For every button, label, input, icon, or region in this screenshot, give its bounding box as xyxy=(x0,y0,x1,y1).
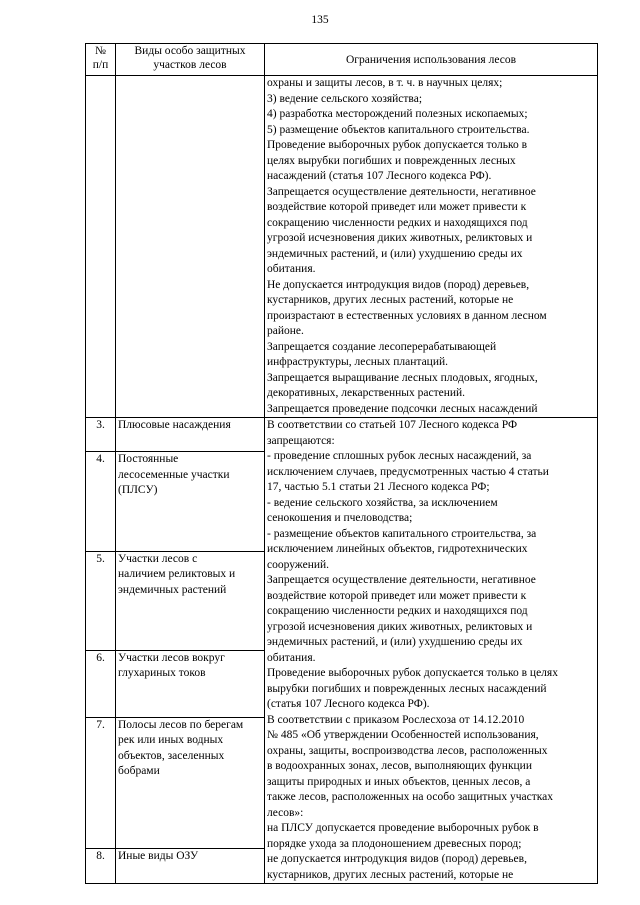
row-type-line: Плюсовые насаждения xyxy=(118,419,231,431)
header-type-line-1: Виды особо защитных xyxy=(134,45,246,57)
row-type-line: эндемичных растений xyxy=(118,583,227,596)
row-number: 5. xyxy=(86,551,116,650)
shared-restrictions-line: Запрещается осуществление деятельности, негативное xyxy=(267,574,536,586)
shared-restrictions-line: охраны, защиты, воспроизводства лесов, расположенных xyxy=(267,744,548,757)
shared-restrictions-line: обитания. xyxy=(267,651,316,664)
row-type-line: глухариных токов xyxy=(118,667,206,680)
shared-restrictions-line: - размещение объектов капитального строительства, за xyxy=(267,527,537,540)
continued-text-line: 3) ведение сельского хозяйства; xyxy=(267,92,423,105)
row-type xyxy=(116,717,265,849)
continued-text-line: насаждений (статья 107 Лесного кодекса РФ). xyxy=(267,170,492,182)
shared-restrictions-line: лесов»: xyxy=(267,806,304,819)
continued-text-line: декоративных, лекарственных растений. xyxy=(267,387,466,399)
continued-text-line: целях вырубки погибших и поврежденных лесных xyxy=(267,154,516,167)
shared-restrictions-line: также лесов, расположенных на особо защитных участках xyxy=(267,791,553,803)
continued-text-line: Проведение выборочных рубок допускается только в xyxy=(267,139,528,151)
row-type-line: рек или иных водных xyxy=(118,734,224,747)
continued-num-cell xyxy=(86,76,116,418)
row-type-line: Участки лесов с xyxy=(118,552,198,565)
row-type-line: (ПЛСУ) xyxy=(118,484,158,497)
shared-restrictions-line: кустарников, других лесных растений, которые не xyxy=(267,868,514,881)
continued-text-line: произрастают в естественных условиях в данном лесном xyxy=(267,309,547,322)
continued-text-line: Запрещается создание лесоперерабатывающей xyxy=(267,340,497,353)
page-number: 135 xyxy=(311,14,329,26)
header-num-line-2: п/п xyxy=(92,59,109,71)
shared-restrictions-line: Проведение выборочных рубок допускается только в целях xyxy=(267,667,558,679)
row-number: 3. xyxy=(86,418,116,452)
shared-restrictions-line: исключением случаев, предусмотренных частью 4 статьи xyxy=(267,465,549,478)
continued-text-line: обитания. xyxy=(267,263,316,275)
row-type-line: наличием реликтовых и xyxy=(118,568,236,581)
continued-text-line: Запрещается проведение подсочки лесных насаждений xyxy=(267,402,538,415)
shared-restrictions-line: угрозой исчезновения диких животных, реликтовых и xyxy=(267,620,533,633)
row-type-line: Участки лесов вокруг xyxy=(118,651,225,664)
shared-restrictions-line: в водоохранных зонах, лесов, выполняющих функции xyxy=(267,760,532,772)
shared-restrictions-line: В соответствии с приказом Рослесхоза от 14.12.2010 xyxy=(267,713,525,726)
row-type xyxy=(116,849,265,884)
continued-text-line: Запрещается выращивание лесных плодовых, ягодных, xyxy=(267,371,538,384)
row-number: 7. xyxy=(86,717,116,849)
shared-restrictions-line: № 485 «Об утверждении Особенностей использования, xyxy=(267,729,539,741)
forest-restrictions-table xyxy=(85,43,598,884)
shared-restrictions-line: сооружений. xyxy=(267,558,330,571)
header-num xyxy=(86,44,116,76)
shared-restrictions-line: защиты природных и иных объектов, ценных лесов, а xyxy=(267,775,531,788)
row-type-line: объектов, заселенных xyxy=(118,749,225,762)
row-type-line: лесосеменные участки xyxy=(118,468,230,481)
row-number: 6. xyxy=(86,650,116,717)
shared-restrictions-line: сокращению численности редких и находящихся под xyxy=(267,605,528,617)
shared-restrictions-line: эндемичных растений, и (или) ухудшению среды их xyxy=(267,636,523,648)
row-type-line: бобрами xyxy=(118,765,160,778)
continued-text-line: сокращению численности редких и находящихся под xyxy=(267,216,528,229)
table-row xyxy=(86,418,598,452)
continued-text-line: Не допускается интродукция видов (пород) деревьев, xyxy=(267,278,530,291)
continued-row xyxy=(86,76,598,418)
continued-text-line: 4) разработка месторождений полезных ископаемых; xyxy=(267,108,528,120)
row-number: 4. xyxy=(86,452,116,551)
shared-restrictions-line: - проведение сплошных рубок лесных насаждений, за xyxy=(267,450,532,462)
continued-text-line: охраны и защиты лесов, в т. ч. в научных целях; xyxy=(267,77,503,89)
continued-text-line: районе. xyxy=(267,325,304,337)
row-type xyxy=(116,452,265,551)
shared-restrictions-line: порядке ухода за плодоношением древесных пород; xyxy=(267,837,522,850)
header-type xyxy=(116,44,265,76)
continued-restrictions-cell xyxy=(265,76,598,418)
continued-text-line: кустарников, других лесных растений, которые не xyxy=(267,294,514,306)
shared-restrictions-line: - ведение сельского хозяйства, за исключением xyxy=(267,496,498,509)
row-type-line: Постоянные xyxy=(118,453,179,466)
row-type xyxy=(116,418,265,452)
header-type-line-2: участков лесов xyxy=(153,59,227,71)
header-num-line-1: № xyxy=(95,45,106,57)
shared-restrictions-line: исключением линейных объектов, гидротехнических xyxy=(267,543,528,555)
shared-restrictions-line: запрещаются: xyxy=(267,434,335,447)
shared-restrictions-line: вырубки погибших и поврежденных лесных насаждений xyxy=(267,682,547,695)
row-type xyxy=(116,650,265,717)
continued-type-cell xyxy=(116,76,265,418)
row-type-line: Иные виды ОЗУ xyxy=(118,850,199,863)
shared-restrictions-line: не допускается интродукция видов (пород) деревьев, xyxy=(267,853,527,865)
continued-text-line: 5) размещение объектов капитального строительства. xyxy=(267,123,530,136)
header-restrictions: Ограничения использования лесов xyxy=(265,44,598,76)
continued-text-line: угрозой исчезновения диких животных, реликтовых и xyxy=(267,232,533,244)
table-header-row xyxy=(86,44,598,76)
shared-restrictions-line: (статья 107 Лесного кодекса РФ). xyxy=(267,698,430,710)
continued-text-line: эндемичных растений, и (или) ухудшению среды их xyxy=(267,247,523,260)
row-type xyxy=(116,551,265,650)
continued-text-line: инфраструктуры, лесных плантаций. xyxy=(267,356,449,368)
continued-text-line: Запрещается осуществление деятельности, негативное xyxy=(267,185,536,198)
shared-restrictions-line: воздействие которой приведет или может привести к xyxy=(267,589,527,602)
shared-restrictions-line: В соответствии со статьей 107 Лесного кодекса РФ xyxy=(267,419,518,431)
shared-restrictions-cell xyxy=(265,418,598,884)
shared-restrictions-line: на ПЛСУ допускается проведение выборочных рубок в xyxy=(267,822,539,834)
continued-text-line: воздействие которой приведет или может привести к xyxy=(267,201,527,213)
shared-restrictions-line: 17, частью 5.1 статьи 21 Лесного кодекса РФ; xyxy=(267,481,490,493)
shared-restrictions-line: сенокошения и пчеловодства; xyxy=(267,512,413,524)
row-number: 8. xyxy=(86,849,116,884)
row-type-line: Полосы лесов по берегам xyxy=(118,718,244,731)
